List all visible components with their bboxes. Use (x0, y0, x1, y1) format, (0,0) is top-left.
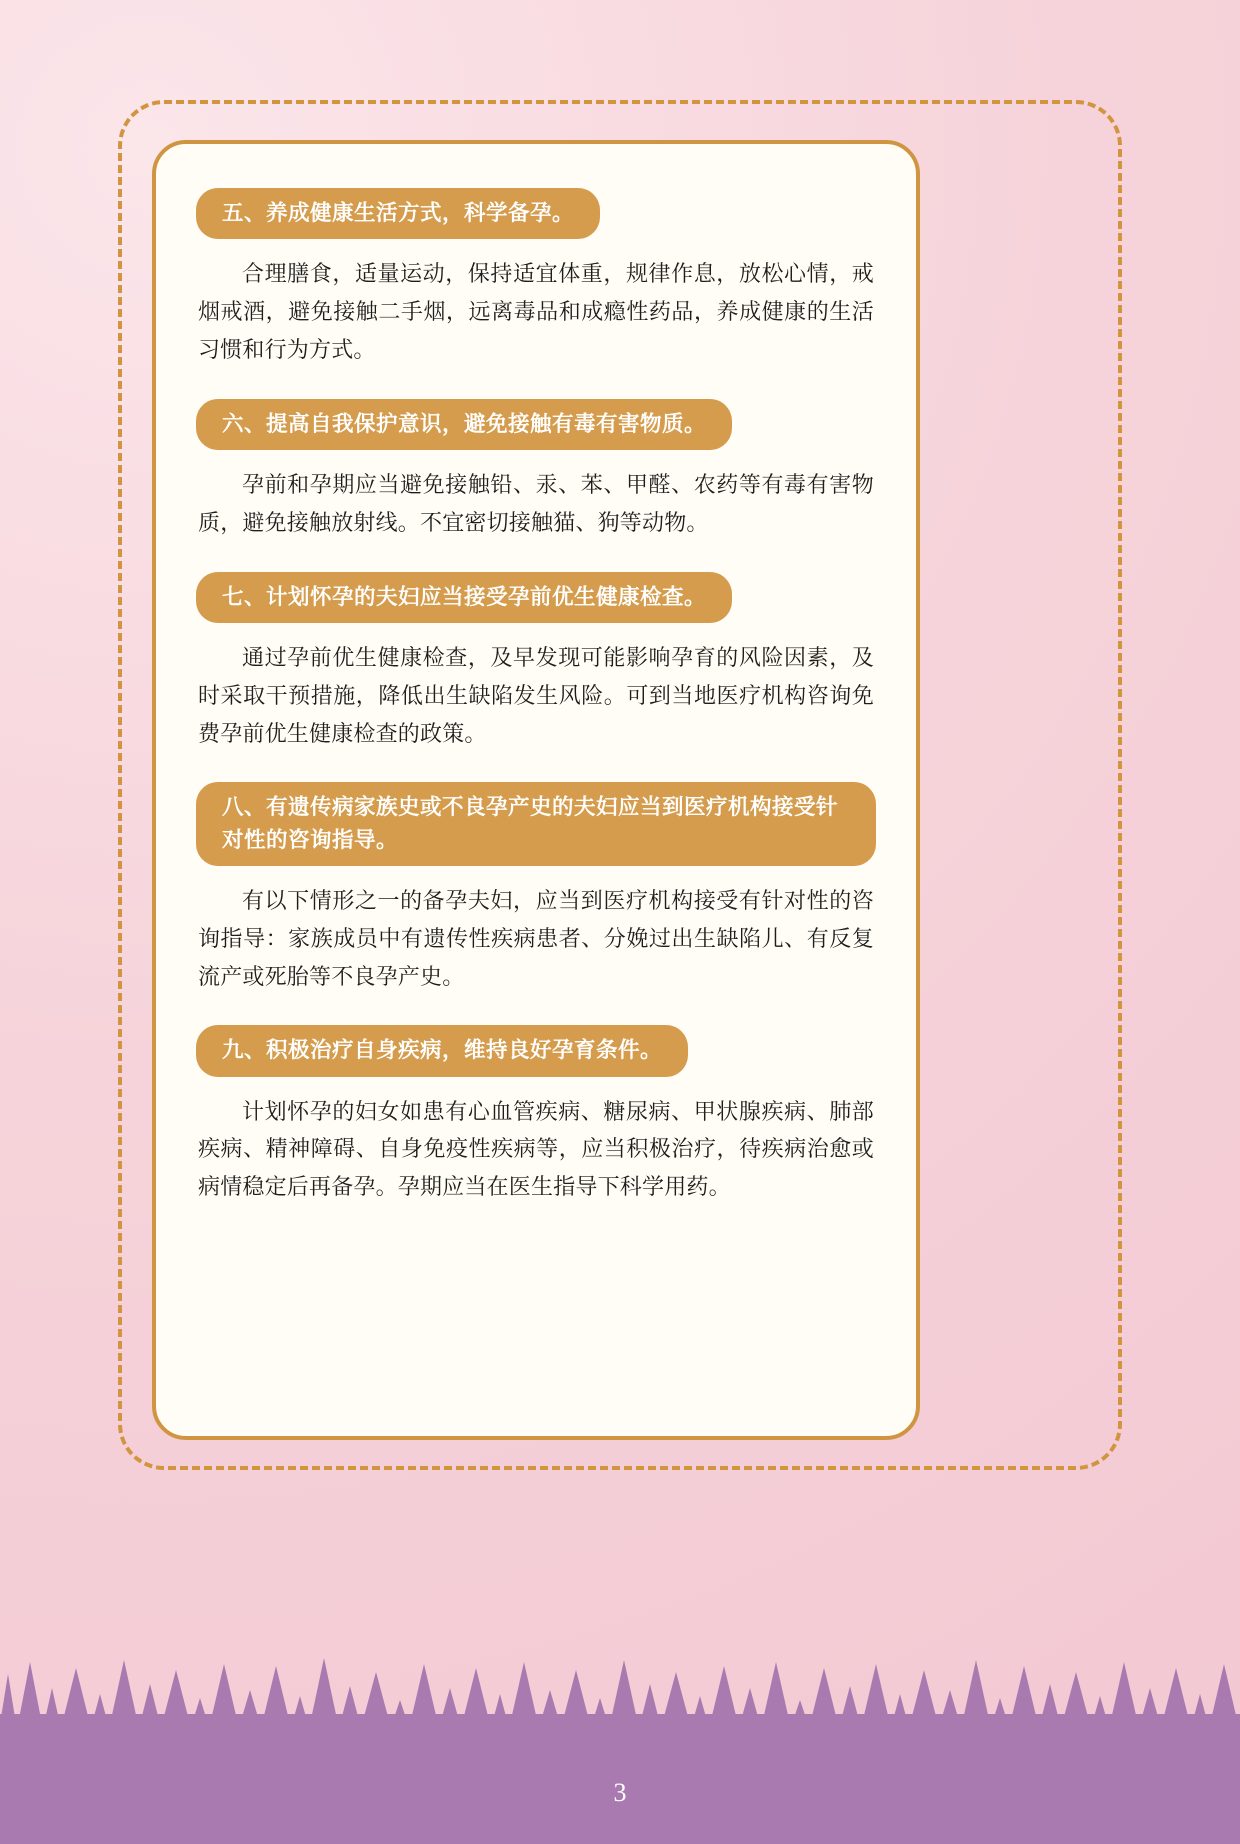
section-eight (196, 782, 876, 995)
section-five (196, 188, 876, 369)
section-six (196, 399, 876, 542)
section-heading: 七、计划怀孕的夫妇应当接受孕前优生健康检查。 (196, 572, 732, 623)
section-nine (196, 1025, 876, 1206)
section-body: 合理膳食，适量运动，保持适宜体重，规律作息，放松心情，戒烟戒酒，避免接触二手烟，远离毒品和成瘾性药品，养成健康的生活习惯和行为方式。 (198, 261, 874, 362)
section-heading: 八、有遗传病家族史或不良孕产史的夫妇应当到医疗机构接受针对性的咨询指导。 (196, 782, 876, 866)
section-body: 计划怀孕的妇女如患有心血管疾病、糖尿病、甲状腺疾病、肺部疾病、精神障碍、自身免疫性疾病等，应当积极治疗，待疾病治愈或病情稳定后再备孕。孕期应当在医生指导下科学用药。 (198, 1098, 874, 1200)
section-heading: 九、积极治疗自身疾病，维持良好孕育条件。 (196, 1025, 688, 1076)
page-number: 3 (613, 1778, 627, 1807)
section-heading: 六、提高自我保护意识，避免接触有毒有害物质。 (196, 399, 732, 450)
section-body: 通过孕前优生健康检查，及早发现可能影响孕育的风险因素，及时采取干预措施，降低出生缺陷发生风险。可到当地医疗机构咨询免费孕前优生健康检查的政策。 (198, 644, 874, 746)
section-body: 孕前和孕期应当避免接触铅、汞、苯、甲醛、农药等有毒有害物质，避免接触放射线。不宜密切接触猫、狗等动物。 (198, 471, 874, 535)
grass-decoration (0, 1654, 1240, 1844)
content-card (152, 140, 920, 1440)
section-seven (196, 572, 876, 753)
section-heading: 五、养成健康生活方式，科学备孕。 (196, 188, 600, 239)
section-body: 有以下情形之一的备孕夫妇，应当到医疗机构接受有针对性的咨询指导：家族成员中有遗传性疾病患者、分娩过出生缺陷儿、有反复流产或死胎等不良孕产史。 (198, 887, 874, 989)
